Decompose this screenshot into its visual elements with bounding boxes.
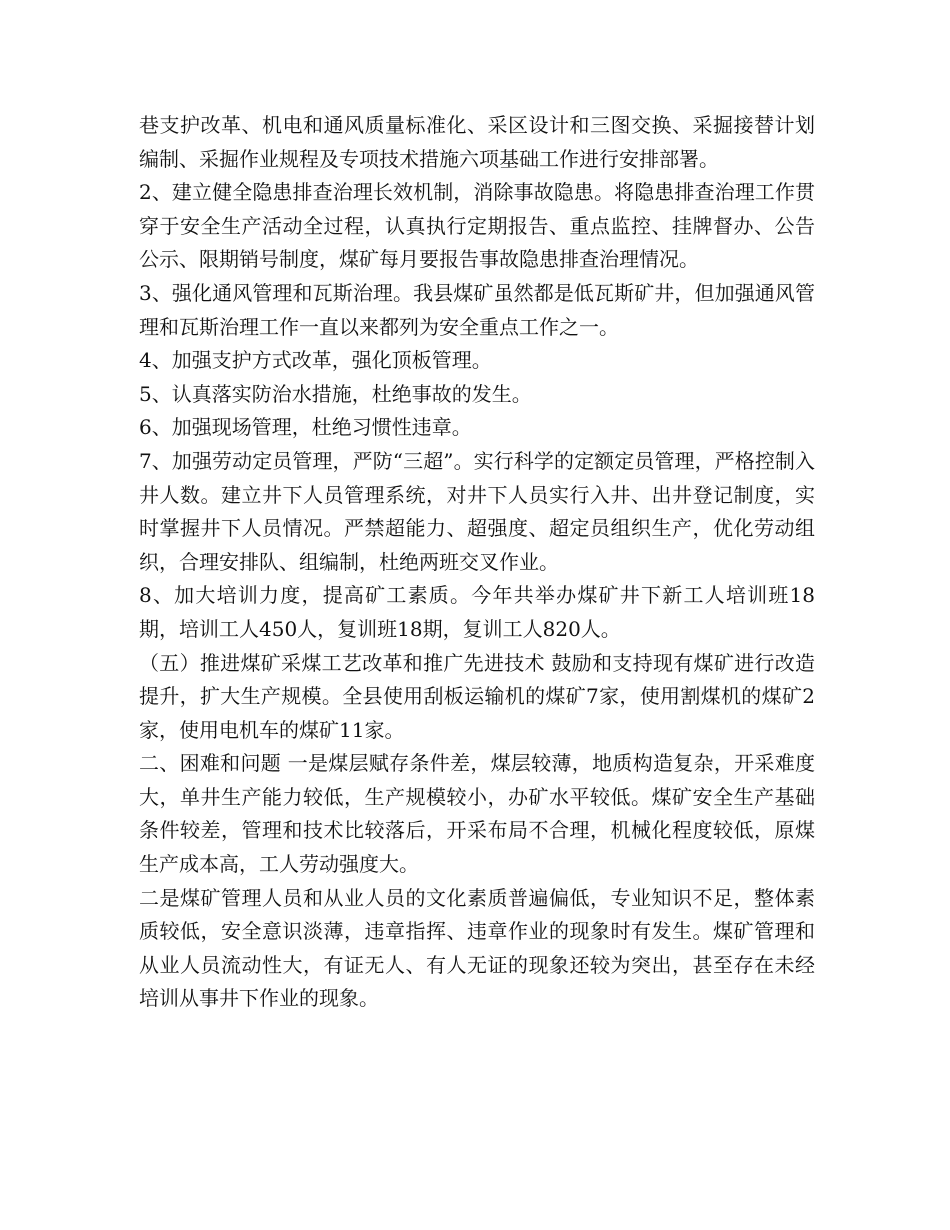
paragraph-technology-reform: （五）推进煤矿采煤工艺改革和推广先进技术 鼓励和支持现有煤矿进行改造提升，扩大生产规模。全县使用刮板运输机的煤矿7家，使用割煤机的煤矿2家，使用电机车的煤矿11家。 — [139, 650, 815, 742]
paragraph-roof-support: 4、加强支护方式改革，强化顶板管理。 — [139, 348, 492, 373]
paragraph-training: 8、加大培训力度，提高矿工素质。今年共举办煤矿井下新工人培训班18期，培训工人450人，复训班18期，复训工人820人。 — [139, 583, 815, 641]
paragraph-difficulties-two: 二是煤矿管理人员和从业人员的文化素质普遍偏低，专业知识不足，整体素质较低，安全意识淡薄，违章指挥、违章作业的现象时有发生。煤矿管理和从业人员流动性大，有证无人、有人无证的现象还较为突出，甚至存在未经培训从事井下作业的现象。 — [139, 885, 815, 1011]
paragraph-difficulties-one: 二、困难和问题 一是煤层赋存条件差，煤层较薄，地质构造复杂，开采难度大，单井生产能力较低，生产规模较小，办矿水平较低。煤矿安全生产基础条件较差，管理和技术比较落后，开采布局不合理，机械化程度较低，原煤生产成本高，工人劳动强度大。 — [139, 751, 815, 877]
paragraph-continued-support-reform: 巷支护改革、机电和通风质量标准化、采区设计和三图交换、采掘接替计划编制、采掘作业规程及专项技术措施六项基础工作进行安排部署。 — [139, 113, 815, 171]
paragraph-site-management: 6、加强现场管理，杜绝习惯性违章。 — [139, 415, 472, 440]
document-body — [139, 109, 815, 1016]
paragraph-labor-staffing: 7、加强劳动定员管理，严防“三超”。实行科学的定额定员管理，严格控制入井人数。建立井下人员管理系统，对井下人员实行入井、出井登记制度，实时掌握井下人员情况。严禁超能力、超强度、超定员组织生产，优化劳动组织，合理安排队、组编制，杜绝两班交叉作业。 — [139, 448, 815, 574]
paragraph-water-control: 5、认真落实防治水措施，杜绝事故的发生。 — [139, 381, 532, 406]
paragraph-hazard-mechanism: 2、建立健全隐患排查治理长效机制，消除事故隐患。将隐患排查治理工作贯穿于安全生产活动全过程，认真执行定期报告、重点监控、挂牌督办、公告公示、限期销号制度，煤矿每月要报告事故隐患排查治理情况。 — [139, 180, 815, 272]
paragraph-ventilation-gas: 3、强化通风管理和瓦斯治理。我县煤矿虽然都是低瓦斯矿井，但加强通风管理和瓦斯治理工作一直以来都列为安全重点工作之一。 — [139, 280, 815, 339]
